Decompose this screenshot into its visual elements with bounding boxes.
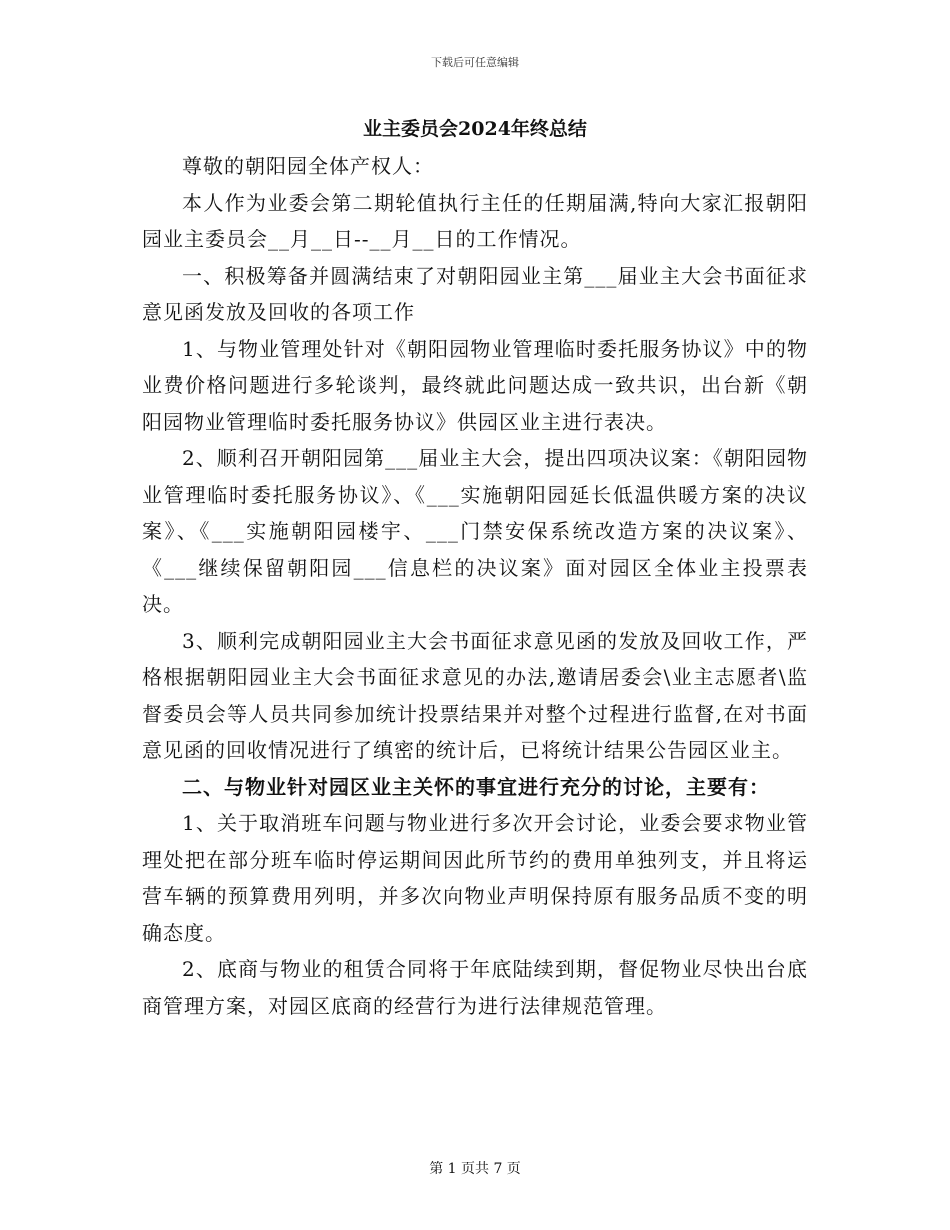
paragraph-intro: 本人作为业委会第二期轮值执行主任的任期届满,特向大家汇报朝阳园业主委员会__月__日--__月__日的工作情况。 — [142, 190, 808, 251]
document-title: 业主委员会2024年终总结 — [363, 118, 587, 140]
paragraph-item-1-1: 1、与物业管理处针对《朝阳园物业管理临时委托服务协议》中的物业费价格问题进行多轮谈判，最终就此问题达成一致共识，出台新《朝阳园物业管理临时委托服务协议》供园区业主进行表决。 — [142, 336, 808, 434]
paragraph-item-1-3: 3、顺利完成朝阳园业主大会书面征求意见函的发放及回收工作，严格根据朝阳园业主大会书面征求意见的办法,邀请居委会\业主志愿者\监督委员会等人员共同参加统计投票结果并对整个过程进行监督,在对书面意见函的回收情况进行了缜密的统计后，已将统计结果公告园区业主。 — [142, 628, 808, 762]
paragraph-item-2-2: 2、底商与物业的租赁合同将于年底陆续到期，督促物业尽快出台底商管理方案，对园区底商的经营行为进行法律规范管理。 — [142, 957, 808, 1018]
paragraph-item-1-2: 2、顺利召开朝阳园第___届业主大会，提出四项决议案：《朝阳园物业管理临时委托服务协议》、《___实施朝阳园延长低温供暖方案的决议案》、《___实施朝阳园楼宇、___门禁安保系统改造方案的决议案》、《___继续保留朝阳园___信息栏的决议案》面对园区全体业主投票表决。 — [142, 446, 808, 616]
page-footer: 第 1 页共 7 页 — [429, 1161, 521, 1177]
document-body — [142, 112, 808, 1024]
paragraph-item-2-1: 1、关于取消班车问题与物业进行多次开会讨论，业委会要求物业管理处把在部分班车临时停运期间因此所节约的费用单独列支，并且将运营车辆的预算费用列明，并多次向物业声明保持原有服务品质不变的明确态度。 — [142, 811, 808, 945]
section-heading-one: 一、积极筹备并圆满结束了对朝阳园业主第___届业主大会书面征求意见函发放及回收的各项工作 — [142, 263, 808, 324]
paragraph-salutation: 尊敬的朝阳园全体产权人： — [182, 154, 434, 178]
section-heading-two: 二、与物业针对园区业主关怀的事宜进行充分的讨论，主要有： — [182, 774, 770, 799]
header-note: 下载后可任意编辑 — [431, 56, 519, 69]
